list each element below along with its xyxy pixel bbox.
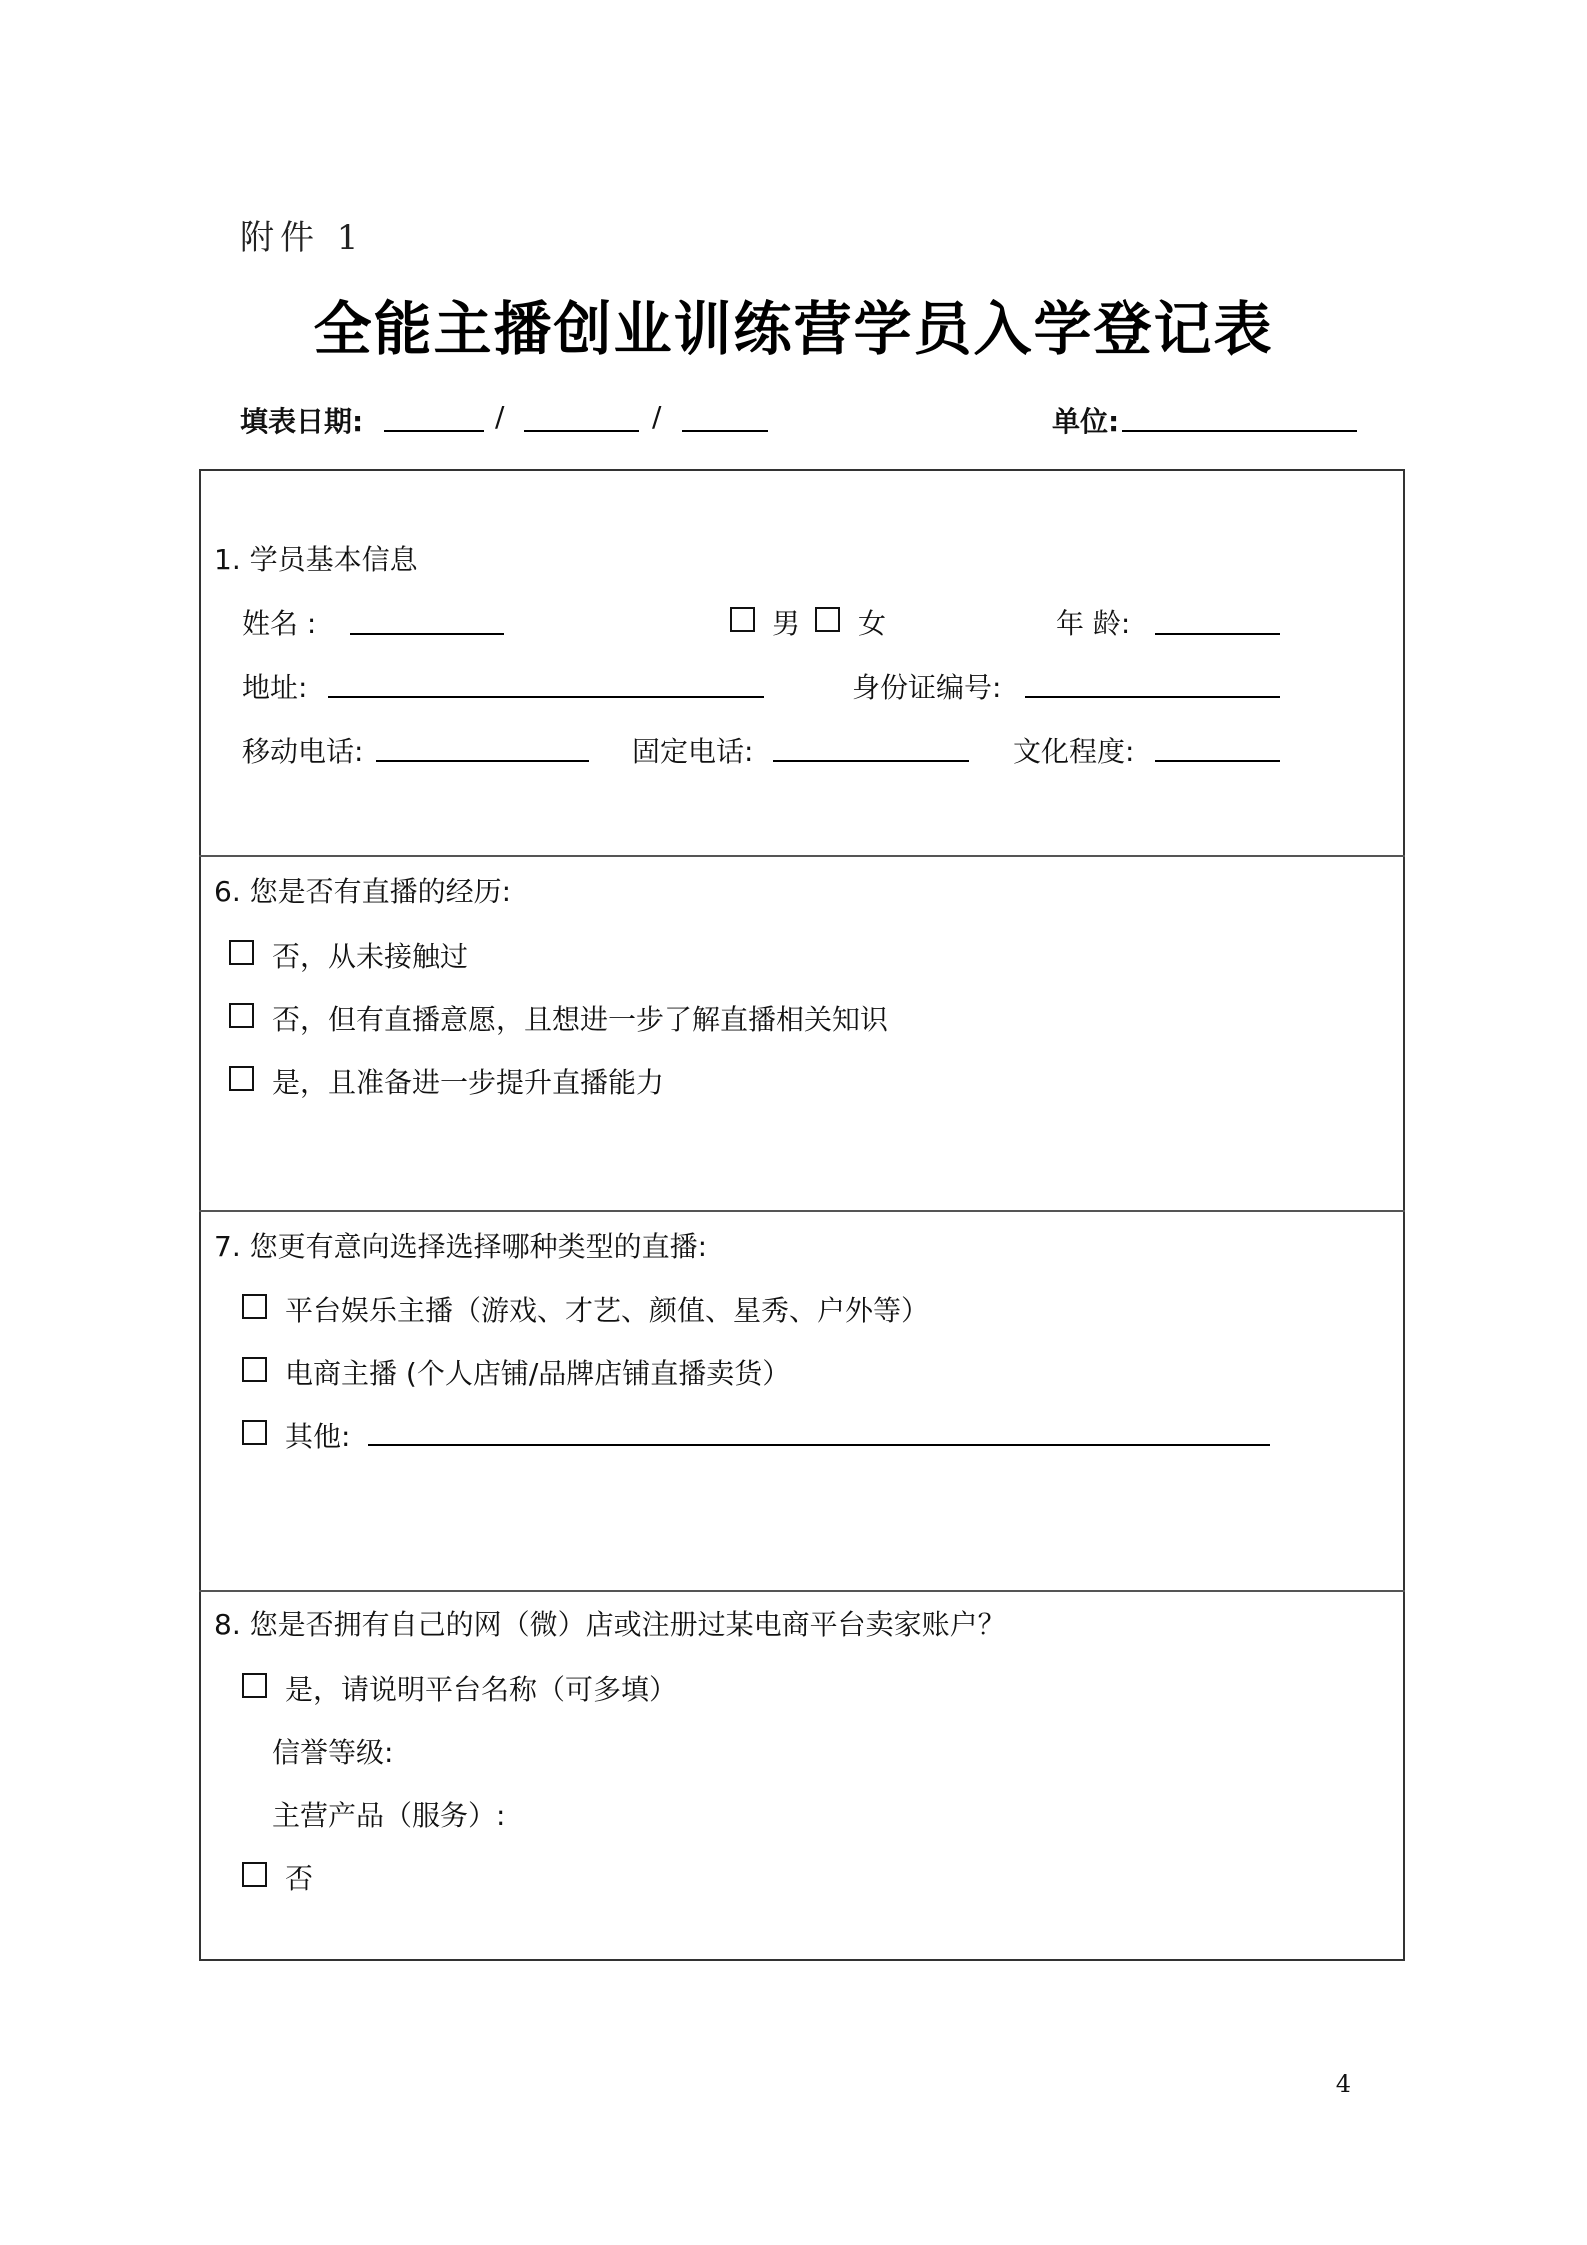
- shop-no-checkbox[interactable]: [242, 1862, 267, 1887]
- experience-none-checkbox[interactable]: [229, 940, 254, 965]
- credit-level-label: 信誉等级:: [272, 1736, 394, 1769]
- section7-heading: 7. 您更有意向选择选择哪种类型的直播:: [214, 1230, 708, 1263]
- section-divider-2: [199, 1210, 1405, 1212]
- male-checkbox[interactable]: [730, 607, 755, 632]
- age-field[interactable]: [1155, 633, 1280, 635]
- section6-heading: 6. 您是否有直播的经历:: [214, 875, 512, 908]
- name-field[interactable]: [350, 633, 504, 635]
- experience-interested-checkbox[interactable]: [229, 1003, 254, 1028]
- date-month-field[interactable]: [524, 430, 639, 432]
- mobile-label: 移动电话:: [242, 735, 364, 768]
- date-label: 填表日期:: [240, 405, 364, 438]
- landline-field[interactable]: [773, 760, 969, 762]
- date-day-field[interactable]: [682, 430, 768, 432]
- date-separator-2: /: [652, 400, 662, 433]
- experience-option-label: 是，且准备进一步提升直播能力: [272, 1066, 665, 1099]
- stream-type-option-label: 其他:: [285, 1420, 351, 1453]
- age-label: 年 龄:: [1056, 607, 1131, 640]
- experience-option-label: 否，但有直播意愿，且想进一步了解直播相关知识: [272, 1003, 889, 1036]
- section8-heading: 8. 您是否拥有自己的网（微）店或注册过某电商平台卖家账户？: [214, 1608, 1006, 1641]
- male-label: 男: [772, 607, 801, 640]
- stream-type-option-label: 平台娱乐主播（游戏、才艺、颜值、星秀、户外等）: [285, 1294, 930, 1327]
- id-number-label: 身份证编号:: [852, 671, 1002, 704]
- stream-type-option-label: 电商主播 (个人店铺/品牌店铺直播卖货）: [285, 1357, 791, 1390]
- ecommerce-anchor-checkbox[interactable]: [242, 1357, 267, 1382]
- education-label: 文化程度:: [1013, 735, 1135, 768]
- unit-field[interactable]: [1122, 430, 1357, 432]
- landline-label: 固定电话:: [632, 735, 754, 768]
- experience-yes-checkbox[interactable]: [229, 1066, 254, 1091]
- shop-no-label: 否: [285, 1862, 314, 1895]
- unit-label: 单位:: [1052, 405, 1120, 438]
- name-label: 姓名 :: [242, 607, 317, 640]
- shop-yes-checkbox[interactable]: [242, 1673, 267, 1698]
- page-number: 4: [1335, 2070, 1351, 2098]
- main-products-label: 主营产品（服务）:: [272, 1799, 506, 1832]
- female-label: 女: [858, 607, 887, 640]
- section-divider-3: [199, 1590, 1405, 1592]
- mobile-field[interactable]: [376, 760, 589, 762]
- shop-yes-label: 是，请说明平台名称（可多填）: [285, 1673, 678, 1706]
- section1-heading: 1. 学员基本信息: [214, 543, 418, 576]
- other-type-checkbox[interactable]: [242, 1420, 267, 1445]
- section-divider-1: [199, 855, 1405, 857]
- attachment-label: 附件 1: [240, 218, 365, 258]
- form-title: 全能主播创业训练营学员入学登记表: [313, 295, 1274, 363]
- date-separator-1: /: [495, 400, 505, 433]
- experience-option-label: 否，从未接触过: [272, 940, 469, 973]
- other-type-field[interactable]: [368, 1444, 1270, 1446]
- date-year-field[interactable]: [384, 430, 484, 432]
- address-field[interactable]: [328, 696, 764, 698]
- female-checkbox[interactable]: [815, 607, 840, 632]
- education-field[interactable]: [1155, 760, 1280, 762]
- address-label: 地址:: [242, 671, 308, 704]
- id-number-field[interactable]: [1025, 696, 1280, 698]
- entertainment-anchor-checkbox[interactable]: [242, 1294, 267, 1319]
